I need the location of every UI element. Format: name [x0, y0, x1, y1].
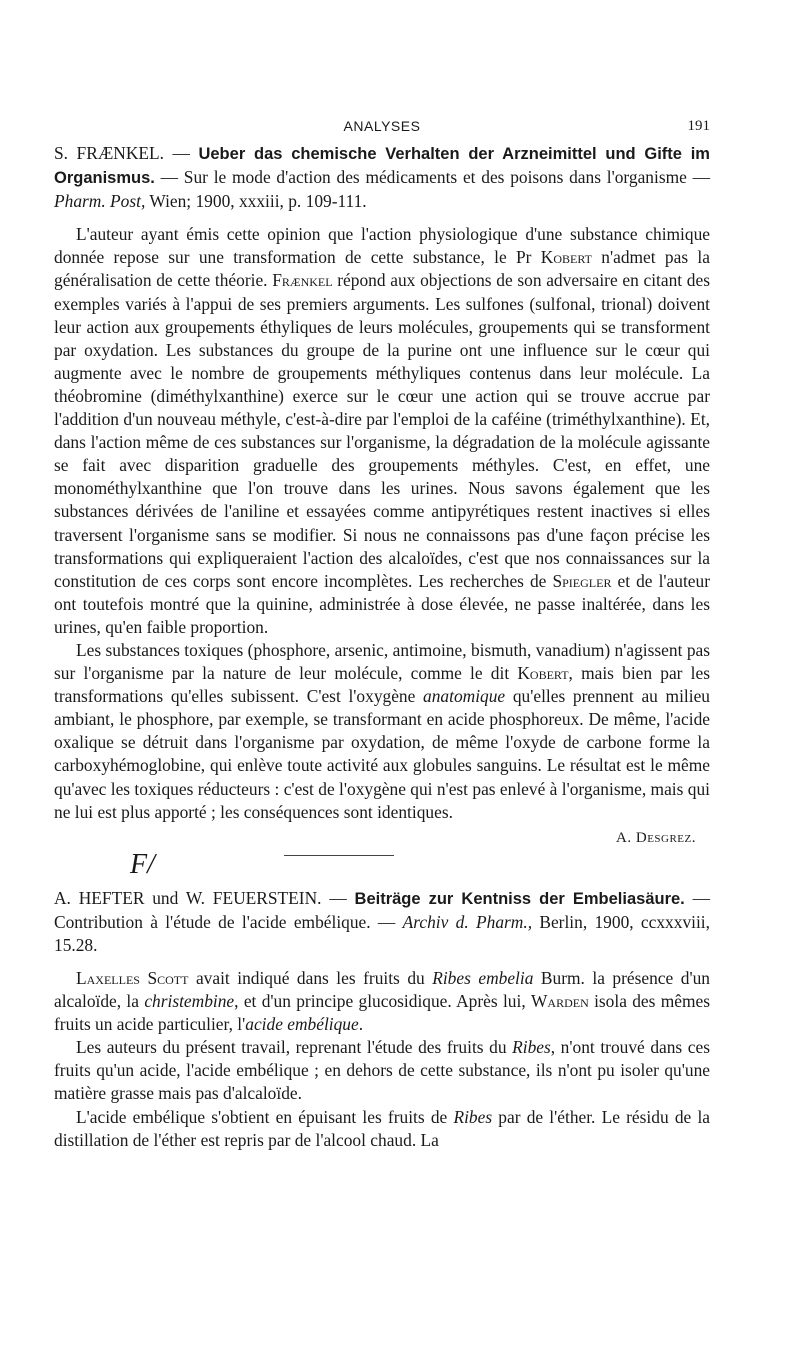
article-title-french: Sur le mode d'action des médicaments et des poisons dans l'organisme [183, 167, 687, 188]
article-author: A. HEFTER und W. FEUERSTEIN. [54, 887, 322, 908]
emphasis: christembine [144, 991, 235, 1012]
signature: A. Desgrez. [616, 829, 696, 846]
species-name: Ribes [512, 1037, 551, 1058]
body-paragraph: L'acide embélique s'obtient en épuisant les fruits de Ribes par de l'éther. Le résidu de la distillation de l'éther est repris par de l'alcool chaud. La [54, 1106, 710, 1150]
author-mention: Kobert [540, 247, 592, 268]
handwritten-mark: F/ [130, 848, 155, 880]
article-title-german: Beiträge zur Kentniss der Embeliasäure. [354, 889, 685, 908]
body-paragraph: Laxelles Scott avait indiqué dans les fruits du Ribes embelia Burm. la présence d'un alcaloïde, la christembine, et d'un principe glucosidique. Après lui, Warden isola des mêmes fruits un acide particulier, l'acide embélique. [54, 968, 710, 1035]
divider-rule [284, 855, 394, 856]
emphasis: anatomique [423, 686, 506, 707]
body-paragraph: Les auteurs du présent travail, reprenant l'étude des fruits du Ribes, n'ont trouvé dans ces fruits qu'un acide, l'acide embélique ; en dehors de cette substance, ils n'ont pu isoler qu'une matière grasse mais pas d'alcaloïde. [54, 1037, 710, 1104]
body-paragraph: L'auteur ayant émis cette opinion que l'action physiologique d'une substance chimique donnée repose sur une transformation de cette substance, le Pr Kobert n'admet pas la généralisation de cette théorie. Frænkel répond aux objections de son adversaire en citant des exemples variés à l'appui de ses premiers arguments. Les sulfones (sulfonal, trional) doivent leur action aux groupements éthyliques de leurs molécules, groupements qui se transforment par oxydation. Les substances du groupe de la purine ont une influence sur le cœur qui augmente avec le nombre de groupements méthyliques contenus dans leur molécule. La théobromine (diméthylxanthine) exerce sur le cœur une action qui se trouve accrue par l'addition d'un nouveau méthyle, c'est-à-dire par l'emploi de la caféine (triméthylxanthine). Et, dans l'action même de ces substances sur l'organisme, la dégradation de la molécule agissante se fait avec disparition graduelle des groupements méthyles. C'est, en effet, une monométhylxanthine que l'on trouve dans les urines. Nous savons également que les substances dérivées de l'aniline et essayées comme antipyrétiques restent inactives si elles traversent l'organisme sans se modifier. Si nous ne connaissons pas d'une façon précise les transformations qui expliqueraient l'action des alcaloïdes, c'est que nos connaissances sur la constitution de ces corps sont encore incomplètes. Les recherches de Spiegler et de l'auteur ont toutefois montré que la quinine, administrée à dose élevée, ne passe inaltérée, dans les urines, qu'en faible proportion. [54, 224, 710, 637]
page-header [54, 112, 710, 142]
journal-name: Archiv d. Pharm., [402, 911, 533, 932]
journal-name: Pharm. Post, [54, 191, 146, 212]
page-number: 191 [687, 118, 710, 134]
document-page [54, 112, 710, 1152]
article-title-german: Ueber das chemische Verhalten der Arzneimittel und Gifte im Organismus. [54, 145, 710, 188]
author-mention: Frænkel [272, 270, 333, 291]
author-mention: Laxelles Scott [76, 968, 189, 988]
article-author: S. FRÆNKEL. [54, 143, 164, 163]
article-separator [54, 847, 710, 887]
species-name: Ribes [453, 1106, 493, 1127]
article-title-french: Contribution à l'étude de l'acide embélique. [54, 911, 371, 932]
article-reference: A. HEFTER und W. FEUERSTEIN. — Beiträge zur Kentniss der Embeliasäure. — Contribution à l'étude de l'acide embélique. — Archiv d. Pharm., Berlin, 1900, ccxxxviii, 15.28. [54, 887, 710, 955]
running-title: ANALYSES [343, 118, 421, 134]
species-name: Ribes embelia [432, 968, 534, 988]
emphasis: acide embélique [245, 1014, 359, 1035]
body-paragraph: Les substances toxiques (phosphore, arsenic, antimoine, bismuth, vanadium) n'agissent pas sur l'organisme par la nature de leur molécule, comme le dit Kobert, mais bien par les transformations qu'elles subissent. C'est l'oxygène anatomique qu'elles prennent au milieu ambiant, le phosphore, par exemple, se transformant en acide phosphoreux. De même, l'acide oxalique se détruit dans l'organisme par oxydation, de même l'oxyde de carbone forme la carboxyhémoglobine, qui enlève toute activité aux globules sanguins. Le résultat est le même qu'avec les toxiques réducteurs : c'est de l'oxygène qui n'est pas enlevé à l'organisme, mais qui ne lui est plus apporté ; les conséquences sont identiques. [54, 639, 710, 822]
author-mention: Warden [531, 991, 589, 1012]
publication-info: Berlin, 1900, ccxxxviii, 15.28. [54, 911, 710, 955]
author-mention: Spiegler [552, 570, 612, 591]
article-reference: S. FRÆNKEL. — Ueber das chemische Verhalten der Arzneimittel und Gifte im Organismus. — Sur le mode d'action des médicaments et des poisons dans l'organisme — Pharm. Post, Wien; 1900, xxxiii, p. 109-111. [54, 143, 710, 212]
author-mention: Kobert [517, 663, 569, 684]
publication-info: Wien; 1900, xxxiii, p. 109-111. [145, 191, 367, 212]
